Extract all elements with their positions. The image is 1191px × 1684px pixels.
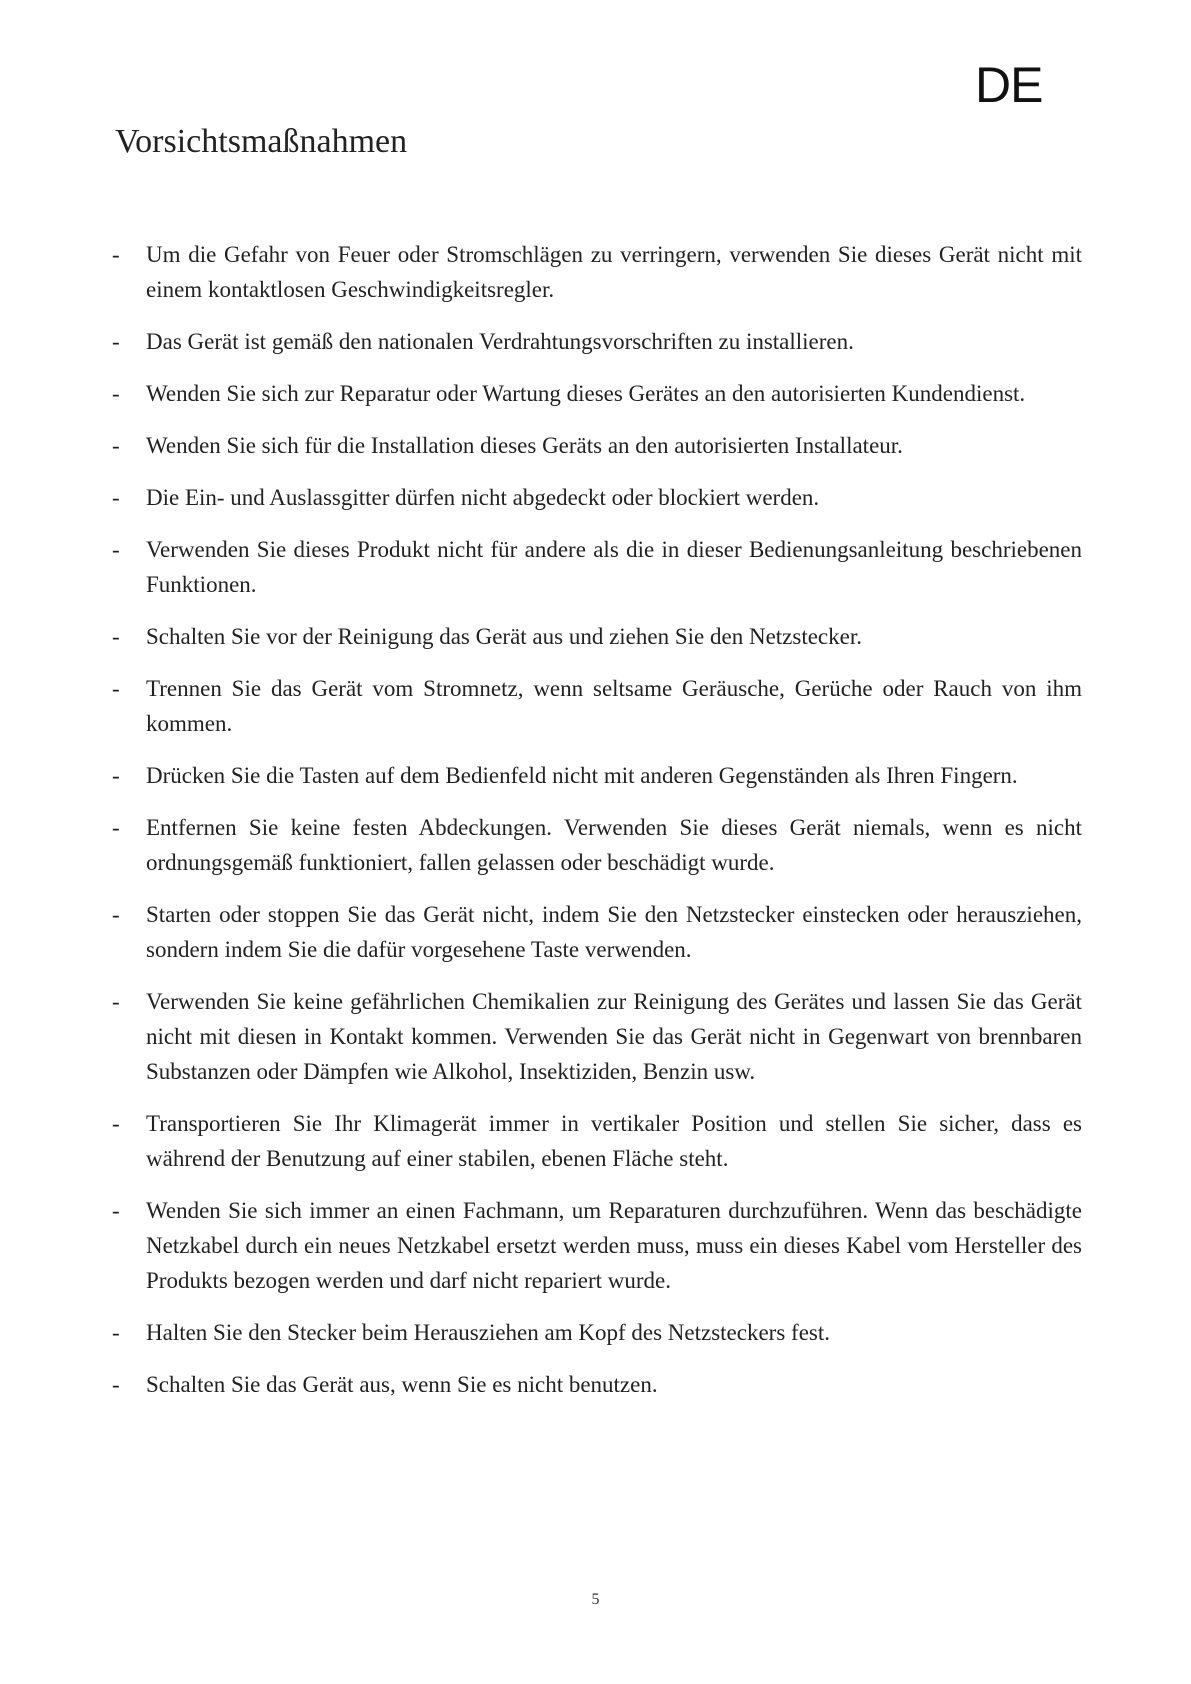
- precaution-item: [112, 619, 1082, 654]
- precautions-list: [112, 237, 1082, 1419]
- precaution-text: Um die Gefahr von Feuer oder Stromschlägen zu verringern, verwenden Sie dieses Gerät nicht mit einem kontaktlosen Geschwindigkeitsregler.: [146, 242, 1082, 302]
- bullet-dash: -: [112, 1372, 120, 1397]
- precaution-text: Halten Sie den Stecker beim Herausziehen am Kopf des Netzsteckers fest.: [146, 1320, 830, 1345]
- precaution-item: [112, 984, 1082, 1089]
- precaution-item: [112, 1193, 1082, 1298]
- bullet-dash: -: [112, 537, 120, 562]
- bullet-dash: -: [112, 433, 120, 458]
- precaution-text: Transportieren Sie Ihr Klimagerät immer in vertikaler Position und stellen Sie sicher, dass es während der Benutzung auf einer stabilen, ebenen Fläche steht.: [146, 1111, 1082, 1171]
- precaution-text: Wenden Sie sich immer an einen Fachmann, um Reparaturen durchzuführen. Wenn das beschädigte Netzkabel durch ein neues Netzkabel ersetzt werden muss, muss ein dieses Kabel vom Hersteller des Produkts bezogen werden und darf nicht repariert wurde.: [146, 1198, 1082, 1293]
- page-title: Vorsichtsmaßnahmen: [115, 123, 408, 160]
- page-number: 5: [591, 1591, 600, 1608]
- precaution-item: [112, 758, 1082, 793]
- bullet-dash: -: [112, 485, 120, 510]
- bullet-dash: -: [112, 763, 120, 788]
- precaution-item: [112, 1106, 1082, 1176]
- language-code: DE: [975, 57, 1043, 113]
- precaution-item: [112, 237, 1082, 307]
- precaution-text: Verwenden Sie keine gefährlichen Chemikalien zur Reinigung des Gerätes und lassen Sie das Gerät nicht mit diesen in Kontakt kommen. Verwenden Sie das Gerät nicht in Gegenwart von brennbaren Substanzen oder Dämpfen wie Alkohol, Insektiziden, Benzin usw.: [146, 989, 1082, 1084]
- precaution-text: Trennen Sie das Gerät vom Stromnetz, wenn seltsame Geräusche, Gerüche oder Rauch von ihm kommen.: [146, 676, 1082, 736]
- precaution-item: [112, 532, 1082, 602]
- bullet-dash: -: [112, 1198, 120, 1223]
- bullet-dash: -: [112, 329, 120, 354]
- bullet-dash: -: [112, 1111, 120, 1136]
- precaution-item: [112, 376, 1082, 411]
- bullet-dash: -: [112, 989, 120, 1014]
- bullet-dash: -: [112, 624, 120, 649]
- precaution-text: Drücken Sie die Tasten auf dem Bedienfeld nicht mit anderen Gegenständen als Ihren Fingern.: [146, 763, 1018, 788]
- precaution-item: [112, 671, 1082, 741]
- bullet-dash: -: [112, 902, 120, 927]
- bullet-dash: -: [112, 381, 120, 406]
- precaution-text: Wenden Sie sich zur Reparatur oder Wartung dieses Gerätes an den autorisierten Kundendienst.: [146, 381, 1026, 406]
- precaution-text: Starten oder stoppen Sie das Gerät nicht, indem Sie den Netzstecker einstecken oder herausziehen, sondern indem Sie die dafür vorgesehene Taste verwenden.: [146, 902, 1082, 962]
- precaution-text: Wenden Sie sich für die Installation dieses Geräts an den autorisierten Installateur.: [146, 433, 903, 458]
- precaution-item: [112, 428, 1082, 463]
- precaution-text: Schalten Sie vor der Reinigung das Gerät aus und ziehen Sie den Netzstecker.: [146, 624, 862, 649]
- precaution-text: Verwenden Sie dieses Produkt nicht für andere als die in dieser Bedienungsanleitung beschriebenen Funktionen.: [146, 537, 1082, 597]
- bullet-dash: -: [112, 676, 120, 701]
- precaution-item: [112, 1367, 1082, 1402]
- bullet-dash: -: [112, 1320, 120, 1345]
- precaution-item: [112, 324, 1082, 359]
- bullet-dash: -: [112, 242, 120, 267]
- precaution-item: [112, 1315, 1082, 1350]
- precaution-item: [112, 480, 1082, 515]
- precaution-item: [112, 897, 1082, 967]
- precaution-text: Die Ein- und Auslassgitter dürfen nicht abgedeckt oder blockiert werden.: [146, 485, 820, 510]
- precaution-item: [112, 810, 1082, 880]
- precaution-text: Das Gerät ist gemäß den nationalen Verdrahtungsvorschriften zu installieren.: [146, 329, 854, 354]
- bullet-dash: -: [112, 815, 120, 840]
- precaution-text: Schalten Sie das Gerät aus, wenn Sie es nicht benutzen.: [146, 1372, 658, 1397]
- precaution-text: Entfernen Sie keine festen Abdeckungen. Verwenden Sie dieses Gerät niemals, wenn es nicht ordnungsgemäß funktioniert, fallen gelassen oder beschädigt wurde.: [146, 815, 1082, 875]
